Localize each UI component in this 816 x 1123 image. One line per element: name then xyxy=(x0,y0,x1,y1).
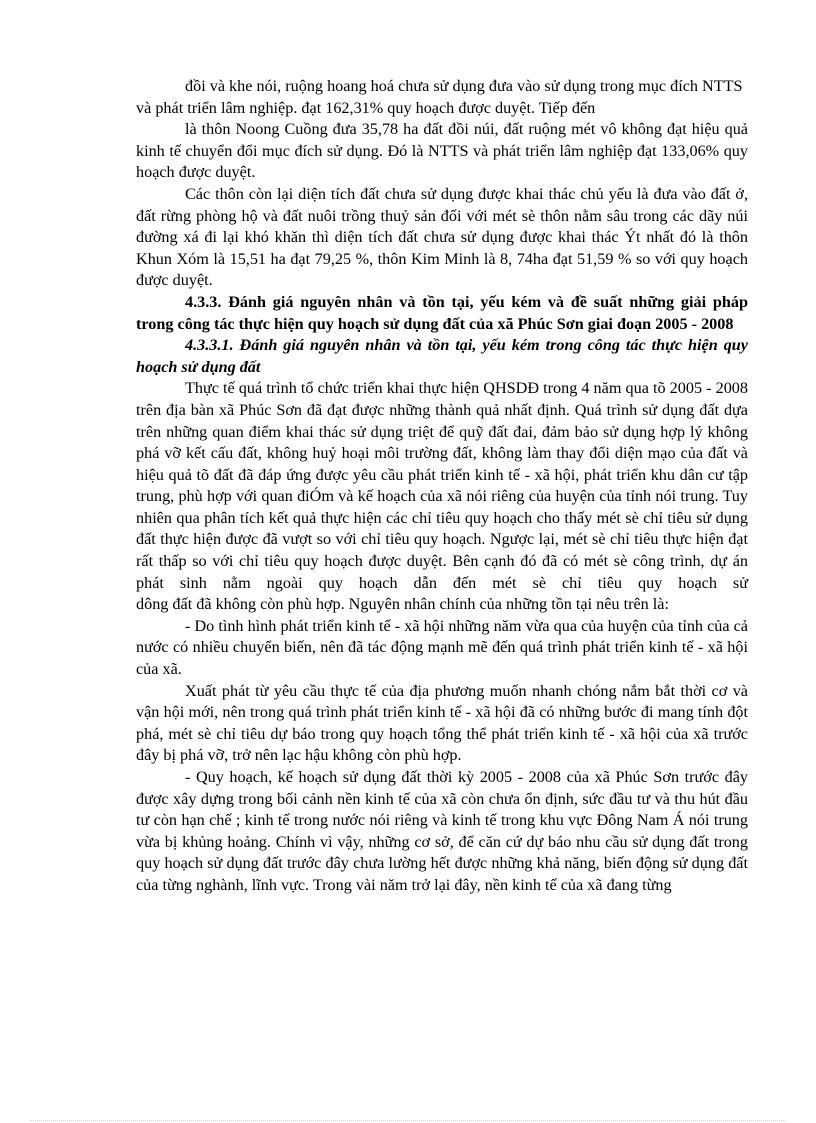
subsection-heading-4-3-3-1: 4.3.3.1. Đánh giá nguyên nhân và tồn tại, yếu kém trong công tác thực hiện quy hoạch sử dụng đất xyxy=(136,336,748,376)
paragraph-implementation-assessment: Thực tế quá trình tổ chức triển khai thực hiện QHSDĐ trong 4 năm qua tõ 2005 - 2008 trên địa bàn xã Phúc Sơn đã đạt được những thành quả nhất định. Quá trình sử dụng đất dựa trên những quan điểm khai thác sử dụng triệt để quỹ đất đai, đảm bảo sử dụng hợp lý không phá vỡ kết cấu đất, không huỷ hoại môi trường đất, không làm thay đổi diện mạo của đất và hiệu quả tõ đất đã đáp ứng được yêu cầu phát triển kinh tế - xã hội, phát triển khu dân cư tập trung, phù hợp với quan điÓm và kế hoạch của xã nói riêng của huyện của tỉnh nói trung. Tuy nhiên qua phân tích kết quả thực hiện các chỉ tiêu quy hoạch cho thấy mét sè chỉ tiêu sử dụng đất thực hiện được đã vượt so với chỉ tiêu quy hoạch. Ngược lại, mét sè chỉ tiêu thực hiện đạt rất thấp so với chỉ tiêu quy hoạch được duyệt. Bên cạnh đó đã có mét sè công trình, dự án phát sinh nằm ngoài quy hoạch dẫn đến mét sè chỉ tiêu quy hoạch sử xyxy=(136,379,748,592)
paragraph-planning-context: - Quy hoạch, kế hoạch sử dụng đất thời kỳ 2005 - 2008 của xã Phúc Sơn trước đây được xây dựng trong bối cảnh nền kinh tế của xã còn chưa ổn định, sức đầu tư và thu hút đầu tư còn hạn chế ; kinh tế trong nước nói riêng và kinh tế trong khu vực Đông Nam Á nói trung vừa bị khủng hoảng. Chính vì vậy, những cơ sở, để căn cứ dự báo nhu cầu sử dụng đất trong quy hoạch sử dụng đất trước đây chưa lường hết được những khả năng, biến động sử dụng đất của từng nghành, lĩnh vực. Trong vài năm trở lại đây, nền kinh tế của xã đang từng xyxy=(136,768,748,894)
paragraph-intro-continuation: đồi và khe nói, ruộng hoang hoá chưa sử dụng đưa vào sử dụng trong mục đích NTTS và phát triển lâm nghiệp. đạt 162,31% quy hoạch được duyệt. Tiếp đến xyxy=(136,77,743,117)
paragraph-local-requirements: Xuất phát từ yêu cầu thực tế của địa phương muốn nhanh chóng nắm bắt thời cơ và vận hội mới, nên trong quá trình phát triển kinh tế - xã hội đã có những bước đi mang tính đột phá, mét sè chỉ tiêu dự báo trong quy hoạch tổng thể phát triển kinh tế - xã hội của xã trước đây bị phá vỡ, trở nên lạc hậu không còn phù hợp. xyxy=(136,681,748,765)
paragraph-cause-economic-situation: - Do tình hình phát triển kinh tế - xã hội những năm vừa qua của huyện của tỉnh của cả nước có nhiều chuyển biến, nên đã tác động mạnh mẽ đến quá trình phát triển kinh tế - xã hội của xã. xyxy=(136,616,748,679)
paragraph-remaining-villages: Các thôn còn lại diện tích đất chưa sử dụng được khai thác chủ yếu là đưa vào đất ở, đất rừng phòng hộ và đất nuôi trồng thuỷ sản đối với mét sè thôn nằm sâu trong các dãy núi đường xá đi lại khó khăn thì diện tích đất chưa sử dụng được khai thác Ýt nhất đó là thôn Khun Xóm là 15,51 ha đạt 79,25 %, thôn Kim Minh là 8, 74ha đạt 51,59 % so với quy hoạch được duyệt. xyxy=(136,184,748,290)
page-bottom-divider xyxy=(30,1120,786,1121)
section-heading-4-3-3: 4.3.3. Đánh giá nguyên nhân và tồn tại, yếu kém và đề suất những giải pháp trong công tác thực hiện quy hoạch sử dụng đất của xã Phúc Sơn giai đoạn 2005 - 2008 xyxy=(136,292,748,333)
paragraph-causes-intro: dông đất đã không còn phù hợp. Nguyên nhân chính của những tồn tại nêu trên là: xyxy=(136,595,669,614)
paragraph-noong-cuong: là thôn Noong Cuồng đưa 35,78 ha đất đồi núi, đất ruộng mét vô không đạt hiệu quả kinh tế chuyển đổi mục đích sử dụng. Đó là NTTS và phát triển lâm nghiệp đạt 133,06% quy hoạch được duyệt. xyxy=(136,120,748,182)
document-page xyxy=(136,76,748,897)
